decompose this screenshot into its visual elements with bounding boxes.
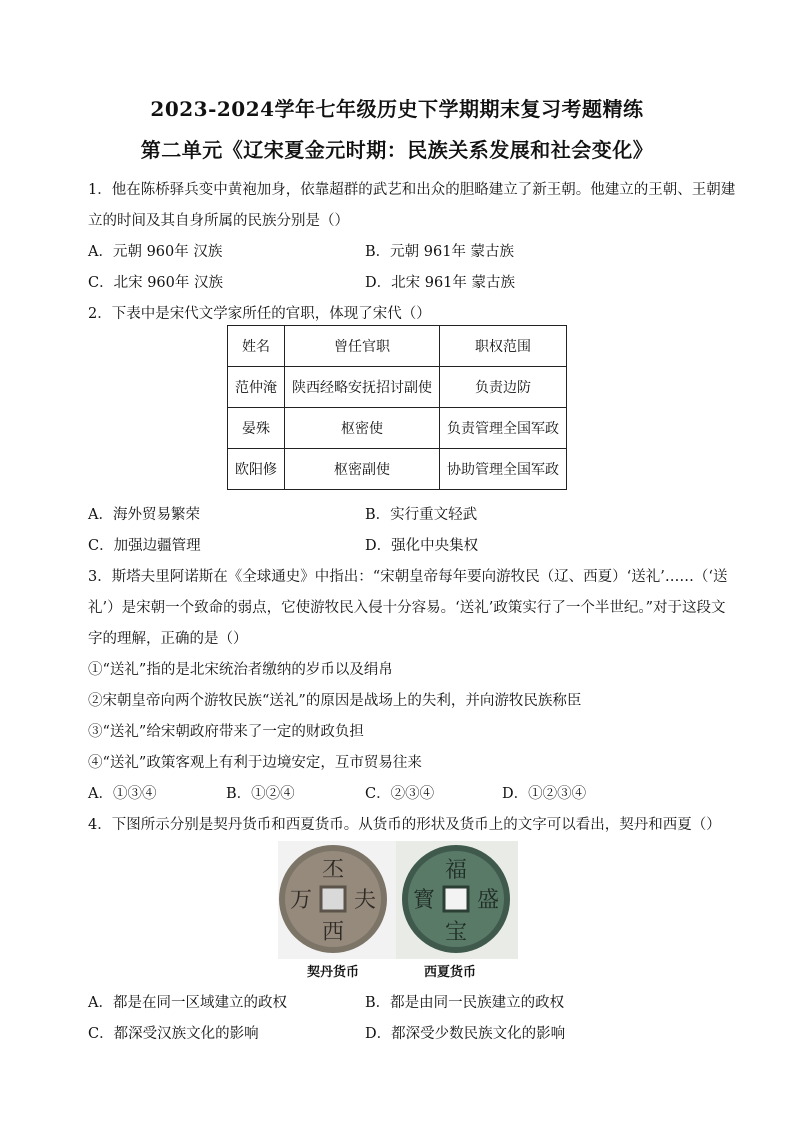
khitan-coin-char-left: 万: [289, 888, 313, 913]
western-xia-coin-char-left: 寳: [412, 888, 436, 913]
table-row: [228, 367, 567, 408]
khitan-coin-char-bottom: 西: [321, 920, 345, 945]
table-row: [228, 449, 567, 490]
table-cell: 范仲淹: [228, 367, 285, 408]
khitan-coin-label: 契丹货币: [307, 965, 360, 980]
table-cell: 晏殊: [228, 408, 285, 449]
q3-statement-2: ②宋朝皇帝向两个游牧民族“送礼”的原因是战场上的失利，并向游牧民族称臣: [88, 693, 582, 709]
q3-statement-3: ③“送礼”给宋朝政府带来了一定的财政负担: [88, 724, 364, 740]
q4-option-b: B．都是由同一民族建立的政权: [365, 995, 565, 1011]
western-xia-coin: [396, 841, 518, 959]
table-cell: 枢密使: [285, 408, 440, 449]
q2-option-b: B．实行重文轻武: [365, 507, 478, 523]
q2-stem: 2．下表中是宋代文学家所任的官职，体现了宋代（）: [88, 306, 431, 322]
western-xia-coin-char-right: 盛: [476, 888, 500, 913]
q1-stem-line2: 立的时间及其自身所属的民族分别是（）: [88, 213, 349, 229]
table-cell: 枢密副使: [285, 449, 440, 490]
q3-option-c: C．②③④: [365, 786, 435, 802]
q3-stem-line3: 字的理解，正确的是（）: [88, 631, 248, 647]
q3-option-b: B．①②④: [226, 786, 295, 802]
q3-statement-1: ①“送礼”指的是北宋统治者缴纳的岁币以及绢帛: [88, 662, 393, 678]
page-title: 2023-2024学年七年级历史下学期期末复习考题精练: [150, 97, 644, 121]
khitan-coin-square-hole: [321, 887, 345, 911]
table-header: 姓名: [228, 326, 285, 367]
coins-figure: [278, 841, 518, 981]
q4-option-d: D．都深受少数民族文化的影响: [365, 1026, 566, 1042]
q1-option-b: B．元朝 961年 蒙古族: [365, 244, 515, 260]
table-cell: 负责边防: [440, 367, 567, 408]
q1-option-d: D．北宋 961年 蒙古族: [365, 275, 516, 291]
q2-option-d: D．强化中央集权: [365, 538, 479, 554]
q3-option-d: D．①②③④: [502, 786, 587, 802]
khitan-coin: [279, 845, 387, 953]
table-cell: 协助管理全国军政: [440, 449, 567, 490]
q2-option-c: C．加强边疆管理: [88, 538, 201, 554]
q1-stem-line1: 1．他在陈桥驿兵变中黄袍加身，依靠超群的武艺和出众的胆略建立了新王朝。他建立的王朝、王朝建: [88, 182, 736, 198]
table-header: 职权范围: [440, 326, 567, 367]
western-xia-coin-char-top: 福: [444, 858, 468, 883]
table-cell: 负责管理全国军政: [440, 408, 567, 449]
q4-option-c: C．都深受汉族文化的影响: [88, 1026, 259, 1042]
q1-option-c: C．北宋 960年 汉族: [88, 275, 223, 291]
khitan-coin-char-right: 夫: [353, 888, 377, 913]
officials-table: [227, 325, 567, 490]
table-cell: 陕西经略安抚招讨副使: [285, 367, 440, 408]
page-subtitle: 第二单元《辽宋夏金元时期：民族关系发展和社会变化》: [140, 138, 654, 162]
q3-statement-4: ④“送礼”政策客观上有利于边境安定，互市贸易往来: [88, 755, 422, 771]
table-header-row: [228, 326, 567, 367]
q3-option-a: A．①③④: [88, 786, 157, 802]
coins-illustration: [278, 841, 518, 959]
q2-option-a: A．海外贸易繁荣: [88, 507, 200, 523]
table-header: 曾任官职: [285, 326, 440, 367]
table-cell: 欧阳修: [228, 449, 285, 490]
q4-stem: 4．下图所示分别是契丹货币和西夏货币。从货币的形状及货币上的文字可以看出，契丹和西夏（）: [88, 817, 721, 833]
table-row: [228, 408, 567, 449]
khitan-coin-char-top: 丕: [321, 858, 345, 883]
western-xia-coin-label: 西夏货币: [424, 965, 477, 980]
q3-stem-line2: 礼’）是宋朝一个致命的弱点，它使游牧民入侵十分容易。‘送礼’政策实行了一个半世纪。”对于这段文: [88, 600, 726, 616]
q4-option-a: A．都是在同一区域建立的政权: [88, 995, 287, 1011]
western-xia-coin-char-bottom: 宝: [444, 920, 468, 945]
q3-stem-line1: 3．斯塔夫里阿诺斯在《全球通史》中指出：“宋朝皇帝每年要向游牧民（辽、西夏）‘送礼’……（‘送: [88, 569, 728, 585]
western-xia-coin-square-hole: [444, 887, 468, 911]
q1-option-a: A．元朝 960年 汉族: [88, 244, 223, 260]
